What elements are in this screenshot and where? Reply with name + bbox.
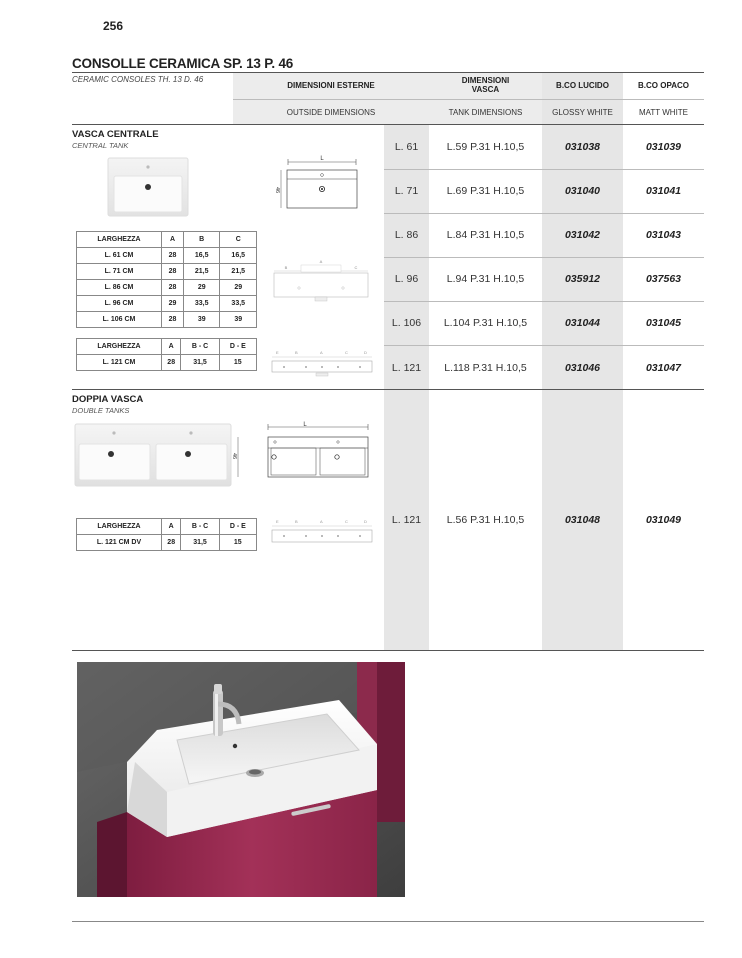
glossy-code: 031048 — [564, 514, 601, 526]
central-tank-drawing-2 — [271, 255, 371, 303]
table-header: B - C — [181, 519, 219, 535]
row-separator — [384, 301, 704, 302]
table-cell: 31,5 — [181, 535, 219, 551]
section-central-tank-subtitle: CENTRAL TANK — [72, 141, 129, 150]
table-cell: 31,5 — [181, 355, 219, 371]
table-cell: 16,5 — [183, 248, 220, 264]
glossy-code: 031044 — [564, 317, 601, 329]
matt-code: 031039 — [645, 141, 682, 153]
double-basin-image — [73, 420, 233, 488]
page-title: CONSOLLE CERAMICA SP. 13 P. 46 — [72, 56, 294, 71]
dimension-label-d: D — [364, 519, 367, 524]
outside-dimensions-column-bg — [384, 125, 429, 650]
table-cell: 29 — [183, 280, 220, 296]
outside-dimension: L. 121 — [391, 514, 422, 526]
table-cell: 28 — [162, 535, 181, 551]
table-cell: 33,5 — [220, 296, 257, 312]
table-cell: 33,5 — [183, 296, 220, 312]
glossy-code: 031040 — [564, 185, 601, 197]
central-tank-drawing — [268, 152, 368, 214]
table-cell: L. 106 CM — [77, 312, 162, 328]
double-tank-dimension-table — [76, 518, 257, 551]
header-bottom-rule — [72, 124, 704, 125]
table-cell: 28 — [162, 355, 181, 371]
double-tank-drawing-2 — [270, 517, 374, 549]
matt-code: 031047 — [645, 362, 682, 374]
table-header: C — [220, 232, 257, 248]
outside-dimension: L. 61 — [394, 141, 419, 153]
dimension-label-b: B — [295, 350, 298, 355]
dimension-label-e: E — [276, 350, 279, 355]
glossy-code: 031046 — [564, 362, 601, 374]
table-header: LARGHEZZA — [77, 519, 162, 535]
matt-code: 031041 — [645, 185, 682, 197]
table-cell: 28 — [162, 248, 184, 264]
row-separator — [384, 345, 704, 346]
table-row — [77, 312, 257, 328]
table-cell: L. 121 CM — [77, 355, 162, 371]
page-number: 256 — [103, 19, 124, 33]
dimension-label-c: C — [345, 519, 348, 524]
header-glossy-white: B.CO LUCIDO — [556, 80, 609, 90]
table-cell: 29 — [162, 296, 184, 312]
tank-dimension: L.118 P.31 H.10,5 — [444, 362, 527, 374]
table-row — [77, 264, 257, 280]
dimension-label-b: B — [295, 519, 298, 524]
dimension-label-a: A — [320, 519, 323, 524]
table-header: D - E — [219, 339, 256, 355]
central-tank-121-drawing — [270, 348, 374, 380]
dimension-label-l: L — [303, 422, 307, 428]
table-cell: 39 — [220, 312, 257, 328]
tank-dimension: L.104 P.31 H.10,5 — [443, 317, 528, 329]
table-cell: 15 — [219, 355, 256, 371]
matt-code: 037563 — [645, 273, 682, 285]
table-cell: 39 — [183, 312, 220, 328]
table-header: LARGHEZZA — [77, 339, 162, 355]
row-separator — [384, 257, 704, 258]
table-header: B - C — [181, 339, 219, 355]
header-matt-white-en: MATT WHITE — [638, 108, 689, 117]
table-cell: 28 — [162, 312, 184, 328]
table-header: D - E — [219, 519, 256, 535]
glossy-code: 035912 — [564, 273, 601, 285]
tank-dimension: L.59 P.31 H.10,5 — [446, 141, 525, 153]
section-double-tanks-title: DOPPIA VASCA — [72, 394, 144, 405]
matt-code: 031049 — [645, 514, 682, 526]
header-tank-dimensions-en: TANK DIMENSIONS — [448, 108, 523, 117]
section-central-tank-title: VASCA CENTRALE — [72, 129, 159, 140]
table-cell: L. 86 CM — [77, 280, 162, 296]
table-cell: L. 61 CM — [77, 248, 162, 264]
tank-dimension: L.84 P.31 H.10,5 — [446, 229, 525, 241]
glossy-code: 031038 — [564, 141, 601, 153]
table-cell: 28 — [162, 264, 184, 280]
double-tank-drawing — [226, 418, 372, 480]
outside-dimension: L. 86 — [394, 229, 419, 241]
table-row — [77, 248, 257, 264]
table-cell: 21,5 — [220, 264, 257, 280]
page-subtitle: CERAMIC CONSOLES TH. 13 D. 46 — [72, 75, 204, 84]
header-tank-dimensions: DIMENSIONI VASCA — [461, 76, 510, 94]
central-basin-image — [106, 156, 190, 218]
tank-dimension: L.94 P.31 H.10,5 — [446, 273, 525, 285]
outside-dimension: L. 121 — [391, 362, 422, 374]
table-header: A — [162, 232, 184, 248]
table-cell: 15 — [219, 535, 256, 551]
dimension-label-c: C — [345, 350, 348, 355]
dimension-label-c: C — [354, 265, 358, 270]
dimension-label-e: E — [276, 519, 279, 524]
dimension-label-a: A — [320, 350, 323, 355]
central-tank-121-dimension-table — [76, 338, 257, 371]
table-cell: L. 71 CM — [77, 264, 162, 280]
matt-code: 031043 — [645, 229, 682, 241]
table-cell: L. 96 CM — [77, 296, 162, 312]
table-row — [77, 280, 257, 296]
section-double-tanks-subtitle: DOUBLE TANKS — [72, 406, 130, 415]
glossy-code: 031042 — [564, 229, 601, 241]
dimension-label-a: A — [319, 259, 323, 264]
row-separator — [384, 213, 704, 214]
table-bottom-rule — [72, 650, 704, 651]
table-header: B — [183, 232, 220, 248]
dimension-label-d: D — [364, 350, 367, 355]
header-matt-white: B.CO OPACO — [638, 80, 689, 90]
outside-dimension: L. 96 — [394, 273, 419, 285]
footer-rule — [72, 921, 704, 922]
dimension-label-depth: 46 — [231, 452, 237, 460]
dimension-label-b: B — [284, 265, 288, 270]
dimension-label-l: L — [320, 156, 324, 162]
table-cell: 16,5 — [220, 248, 257, 264]
table-header: A — [162, 519, 181, 535]
header-outside-dimensions: DIMENSIONI ESTERNE — [287, 80, 375, 90]
header-mid-rule — [233, 99, 704, 100]
table-cell: 28 — [162, 280, 184, 296]
table-header: A — [162, 339, 181, 355]
table-cell: 29 — [220, 280, 257, 296]
outside-dimension: L. 71 — [394, 185, 419, 197]
outside-dimension: L. 106 — [391, 317, 422, 329]
table-row — [77, 296, 257, 312]
dimension-label-depth: 46 — [274, 186, 280, 194]
matt-code: 031045 — [645, 317, 682, 329]
header-outside-dimensions-en: OUTSIDE DIMENSIONS — [286, 108, 376, 117]
tank-dimension: L.69 P.31 H.10,5 — [446, 185, 525, 197]
central-tank-dimension-table — [76, 231, 257, 328]
table-row — [77, 535, 257, 551]
tank-dimension: L.56 P.31 H.10,5 — [446, 514, 525, 526]
table-cell: L. 121 CM DV — [77, 535, 162, 551]
header-glossy-white-en: GLOSSY WHITE — [552, 108, 613, 117]
row-separator — [384, 169, 704, 170]
table-header: LARGHEZZA — [77, 232, 162, 248]
product-lifestyle-photo — [77, 662, 405, 897]
table-cell: 21,5 — [183, 264, 220, 280]
section-separator — [72, 389, 704, 390]
table-row — [77, 355, 257, 371]
